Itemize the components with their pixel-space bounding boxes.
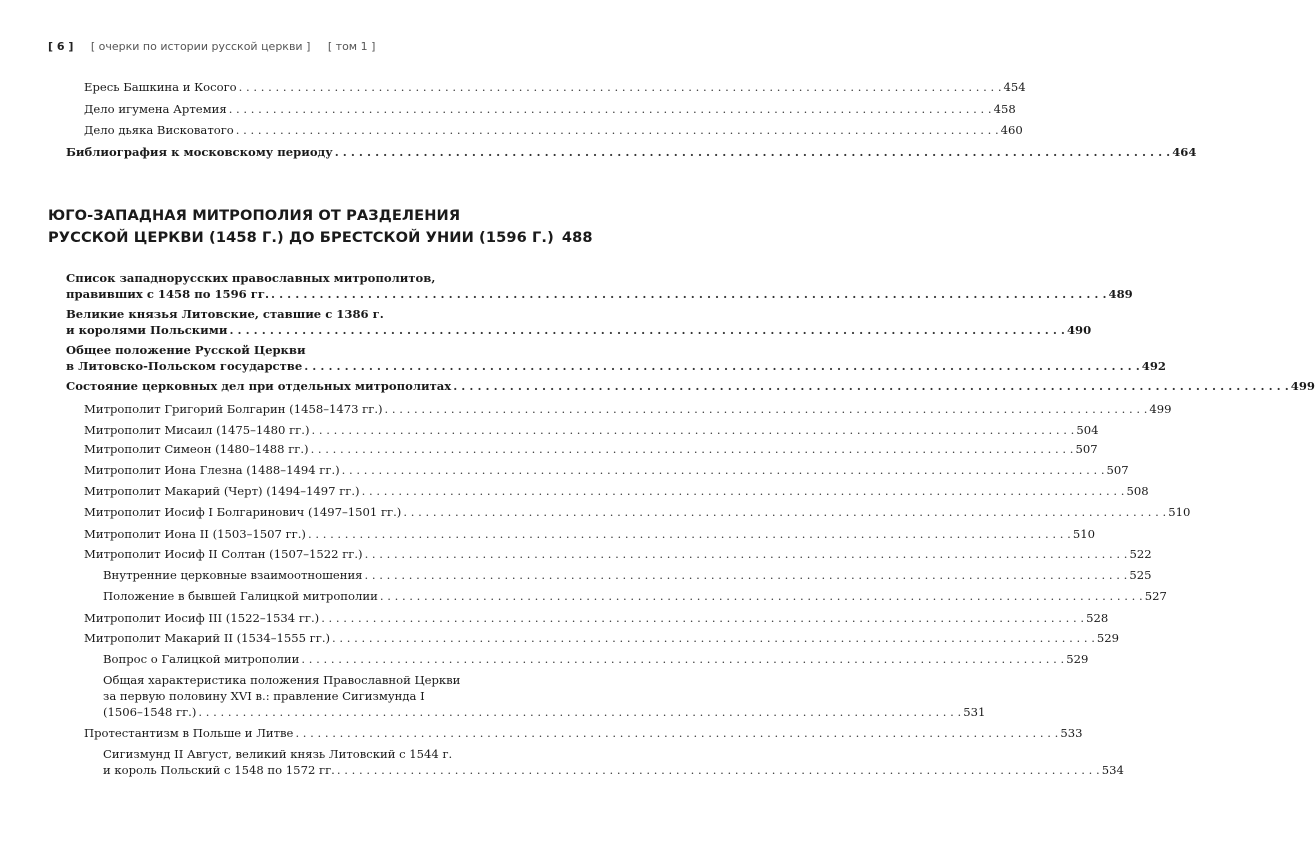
volume-label: [ том 1 ]: [327, 40, 376, 53]
chapter-page: 488: [561, 229, 593, 246]
toc-subentry[interactable]: Положение в бывшей Галицкой митрополии . . . 527: [103, 588, 530, 604]
toc-subentry[interactable]: Сигизмунд II Август, великий князь Литовский с 1544 г. и король Польский с 1548 по 1572 гг. . . . 534: [103, 746, 530, 778]
toc-section[interactable]: Общее положение Русской Церкви в Литовско-Польском государстве . . . 492: [66, 342, 530, 374]
toc-entry[interactable]: Митрополит Иосиф II Солтан (1507–1522 гг.) . . . 522: [84, 546, 530, 562]
toc-subentry[interactable]: Внутренние церковные взаимоотношения . . . 525: [103, 567, 530, 583]
toc-entry[interactable]: Митрополит Мисаил (1475–1480 гг.) . . . 504: [84, 422, 530, 438]
page-number: [ 6 ]: [48, 40, 74, 53]
toc-entry[interactable]: Дело игумена Артемия . . . 458: [84, 101, 530, 117]
series-title: [ очерки по истории русской церкви ]: [90, 40, 311, 53]
chapter-title-line2: РУССКОЙ ЦЕРКВИ (1458 Г.) ДО БРЕСТСКОЙ УНИИ (1596 Г.): [48, 229, 554, 246]
toc-section[interactable]: Великие князья Литовские, ставшие с 1386 г. и королями Польскими . . . 490: [66, 306, 530, 338]
toc-entry[interactable]: Протестантизм в Польше и Литве . . . 533: [84, 725, 530, 741]
toc-entry[interactable]: Митрополит Иосиф III (1522–1534 гг.) . . . 528: [84, 610, 530, 626]
toc-entry[interactable]: Митрополит Иосиф I Болгаринович (1497–1501 гг.) . . . 510: [84, 504, 530, 520]
toc-entry[interactable]: Митрополит Иона Глезна (1488–1494 гг.) . . . 507: [84, 462, 530, 478]
chapter-title-line1: ЮГО-ЗАПАДНАЯ МИТРОПОЛИЯ ОТ РАЗДЕЛЕНИЯ: [48, 207, 461, 224]
toc-entry-bibliography[interactable]: Библиография к московскому периоду . . . 464: [66, 144, 530, 160]
toc-entry[interactable]: Митрополит Симеон (1480–1488 гг.) . . . 507: [84, 441, 530, 457]
toc-subentry[interactable]: Вопрос о Галицкой митрополии . . . 529: [103, 651, 530, 667]
toc-section[interactable]: Список западнорусских православных митрополитов, правивших с 1458 по 1596 гг. . . . 489: [66, 270, 530, 302]
toc-entry[interactable]: Ересь Башкина и Косого . . . 454: [84, 79, 530, 95]
running-header: [48, 40, 375, 53]
toc-entry[interactable]: Митрополит Макарий II (1534–1555 гг.) . . . 529: [84, 630, 530, 646]
chapter-heading[interactable]: [48, 205, 593, 249]
toc-entry[interactable]: Митрополит Макарий (Черт) (1494–1497 гг.) . . . 508: [84, 483, 530, 499]
toc-entry[interactable]: Дело дьяка Висковатого . . . 460: [84, 122, 530, 138]
toc-subentry[interactable]: Общая характеристика положения Православной Церкви за первую половину XVI в.: правление Сигизмунда I (1506–1548 гг.) . . . 531: [103, 672, 530, 720]
toc-section[interactable]: Состояние церковных дел при отдельных митрополитах . . . 499: [66, 378, 530, 394]
toc-entry[interactable]: Митрополит Григорий Болгарин (1458–1473 гг.) . . . 499: [84, 401, 530, 417]
toc-entry[interactable]: Митрополит Иона II (1503–1507 гг.) . . . 510: [84, 526, 530, 542]
